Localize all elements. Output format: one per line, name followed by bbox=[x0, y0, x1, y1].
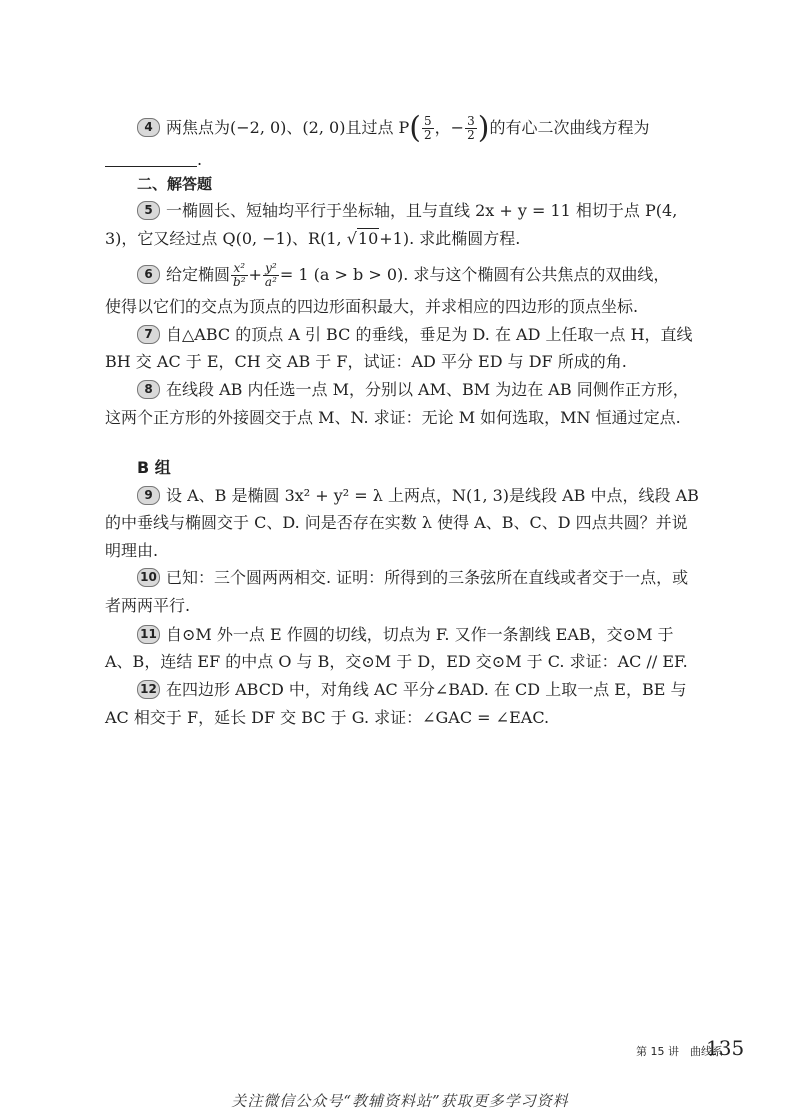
section-heading: 二、解答题 bbox=[137, 175, 213, 193]
running-footer-lecture: 第 15 讲 曲线系 bbox=[636, 1045, 723, 1058]
group-heading: B 组 bbox=[137, 458, 171, 477]
denominator: a² bbox=[264, 275, 277, 289]
problem-4-line-1 bbox=[137, 110, 650, 146]
fraction bbox=[422, 115, 434, 142]
problem-text: 在四边形 ABCD 中，对角线 AC 平分∠BAD. 在 CD 上取一点 E，BE 与 bbox=[166, 680, 687, 699]
problem-10-line-2: 者两两平行. bbox=[105, 596, 191, 615]
answer-blank bbox=[105, 152, 197, 167]
problem-9-line-1 bbox=[137, 485, 699, 507]
comma: ， bbox=[434, 118, 451, 137]
problem-5-line-2 bbox=[105, 228, 520, 250]
problem-9-line-3: 明理由. bbox=[105, 541, 159, 560]
problem-12-line-1 bbox=[137, 679, 687, 701]
numerator: 3 bbox=[467, 114, 475, 128]
problem-number-badge: 10 bbox=[137, 568, 160, 587]
problem-number-badge: 5 bbox=[137, 201, 160, 220]
fraction bbox=[465, 115, 477, 142]
denominator: 2 bbox=[424, 128, 432, 142]
problem-number-badge: 9 bbox=[137, 486, 160, 505]
right-paren: ) bbox=[477, 110, 490, 146]
minus-sign: − bbox=[450, 118, 465, 137]
problem-text: = 1 (a > b > 0). 求与这个椭圆有公共焦点的双曲线， bbox=[279, 265, 670, 284]
problem-6-line-2: 使得以它们的交点为顶点的四边形面积最大，并求相应的四边形的顶点坐标. bbox=[105, 297, 639, 316]
problem-6-line-1 bbox=[137, 262, 669, 289]
radicand: 10 bbox=[357, 229, 379, 248]
problem-11-line-1 bbox=[137, 624, 674, 646]
plus-sign: + bbox=[248, 265, 262, 284]
problem-8-line-2: 这两个正方形的外接圆交于点 M、N. 求证：无论 M 如何选取，MN 恒通过定点. bbox=[105, 408, 681, 427]
fraction bbox=[231, 262, 248, 289]
problem-number-badge: 8 bbox=[137, 380, 160, 399]
watermark-text: 关注微信公众号“教辅资料站”获取更多学习资料 bbox=[231, 1092, 569, 1110]
numerator: x² bbox=[231, 262, 248, 276]
problem-text: 3)，它又经过点 Q(0, −1)、R(1, bbox=[105, 229, 347, 248]
problem-11-line-2: A、B，连结 EF 的中点 O 与 B，交⊙M 于 D，ED 交⊙M 于 C. 求证：AC // EF. bbox=[105, 652, 688, 671]
problem-text: 的有心二次曲线方程为 bbox=[489, 118, 650, 137]
problem-10-line-1 bbox=[137, 567, 688, 589]
page-number: 135 bbox=[706, 1036, 745, 1060]
problem-text: 自⊙M 外一点 E 作圆的切线，切点为 F. 又作一条割线 EAB，交⊙M 于 bbox=[166, 625, 674, 644]
problem-number-badge: 12 bbox=[137, 680, 160, 699]
problem-7-line-2: BH 交 AC 于 E，CH 交 AB 于 F，试证：AD 平分 ED 与 DF 所成的角. bbox=[105, 352, 627, 371]
problem-text: 设 A、B 是椭圆 3x² + y² = λ 上两点，N(1, 3)是线段 AB 中点，线段 AB bbox=[166, 486, 699, 505]
denominator: 2 bbox=[467, 128, 475, 142]
numerator: y² bbox=[263, 262, 279, 276]
problem-text: 两焦点为(−2, 0)、(2, 0)且过点 P bbox=[166, 118, 410, 137]
problem-number-badge: 7 bbox=[137, 325, 160, 344]
problem-number-badge: 4 bbox=[137, 118, 160, 137]
answer-blank-line bbox=[105, 149, 202, 171]
problem-9-line-2: 的中垂线与椭圆交于 C、D. 问是否存在实数 λ 使得 A、B、C、D 四点共圆？并说 bbox=[105, 513, 688, 532]
period: . bbox=[197, 150, 203, 169]
problem-8-line-1 bbox=[137, 379, 689, 401]
problem-7-line-1 bbox=[137, 324, 693, 346]
problem-text: 自△ABC 的顶点 A 引 BC 的垂线，垂足为 D. 在 AD 上任取一点 H，直线 bbox=[166, 325, 693, 344]
problem-12-line-2: AC 相交于 F，延长 DF 交 BC 于 G. 求证：∠GAC = ∠EAC. bbox=[105, 708, 550, 727]
problem-number-badge: 6 bbox=[137, 265, 160, 284]
problem-text: +1). 求此椭圆方程. bbox=[379, 229, 521, 248]
fraction bbox=[263, 262, 279, 289]
numerator: 5 bbox=[424, 114, 432, 128]
problem-number-badge: 11 bbox=[137, 625, 160, 644]
problem-text: 给定椭圆 bbox=[166, 265, 231, 284]
left-paren: ( bbox=[409, 110, 422, 146]
sqrt-sign: √ bbox=[346, 229, 357, 248]
problem-text: 已知：三个圆两两相交. 证明：所得到的三条弦所在直线或者交于一点，或 bbox=[166, 568, 689, 587]
problem-5-line-1 bbox=[137, 200, 677, 222]
problem-text: 一椭圆长、短轴均平行于坐标轴，且与直线 2x + y = 11 相切于点 P(4, bbox=[166, 201, 678, 220]
problem-text: 在线段 AB 内任选一点 M，分别以 AM、BM 为边在 AB 同侧作正方形， bbox=[166, 380, 689, 399]
denominator: b² bbox=[233, 275, 246, 289]
